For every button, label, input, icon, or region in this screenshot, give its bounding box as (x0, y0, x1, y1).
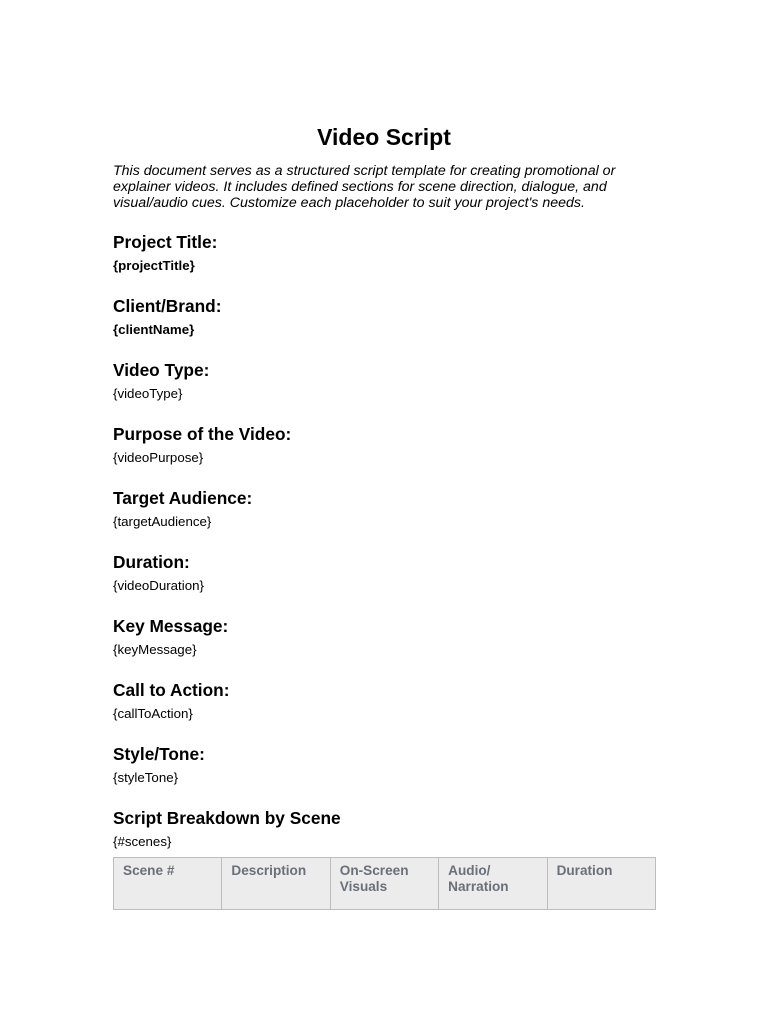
field-label: Client/Brand: (113, 296, 222, 316)
column-header-description: Description (222, 858, 330, 910)
field-value-placeholder: {styleTone} (113, 770, 179, 785)
field-value-placeholder: {clientName} (113, 322, 195, 337)
field-target-audience (113, 488, 655, 531)
field-label: Target Audience: (113, 488, 253, 508)
document-title: Video Script (317, 124, 451, 150)
field-label: Call to Action: (113, 680, 230, 700)
field-label: Video Type: (113, 360, 210, 380)
field-value-placeholder: {keyMessage} (113, 642, 197, 657)
field-key-message (113, 616, 655, 659)
column-header-audio-narration: Audio/ Narration (439, 858, 547, 910)
table-header-row (114, 858, 656, 910)
field-value-placeholder: {projectTitle} (113, 258, 195, 273)
field-label: Duration: (113, 552, 190, 572)
field-project-title (113, 232, 655, 275)
field-value-placeholder: {callToAction} (113, 706, 193, 721)
field-label: Key Message: (113, 616, 229, 636)
scenes-loop-tag: {#scenes} (113, 834, 172, 849)
field-video-type (113, 360, 655, 403)
field-value-placeholder: {videoPurpose} (113, 450, 204, 465)
field-value-placeholder: {videoType} (113, 386, 183, 401)
field-call-to-action (113, 680, 655, 723)
document-page (113, 120, 655, 910)
document-intro: This document serves as a structured script template for creating promotional or explainer videos. It includes defined sections for scene direction, dialogue, and visual/audio cues. Customize each placeholder to suit your project's needs. (113, 163, 616, 211)
scene-breakdown-table (113, 857, 656, 910)
field-video-purpose (113, 424, 655, 467)
field-label: Project Title: (113, 232, 218, 252)
field-label: Purpose of the Video: (113, 424, 292, 444)
field-duration (113, 552, 655, 595)
column-header-scene-number: Scene # (114, 858, 222, 910)
scene-breakdown-heading: Script Breakdown by Scene (113, 808, 341, 828)
field-value-placeholder: {targetAudience} (113, 514, 212, 529)
column-header-on-screen-visuals: On-Screen Visuals (330, 858, 438, 910)
field-label: Style/Tone: (113, 744, 205, 764)
column-header-duration: Duration (547, 858, 655, 910)
field-value-placeholder: {videoDuration} (113, 578, 204, 593)
field-client-brand (113, 296, 655, 339)
field-style-tone (113, 744, 655, 787)
